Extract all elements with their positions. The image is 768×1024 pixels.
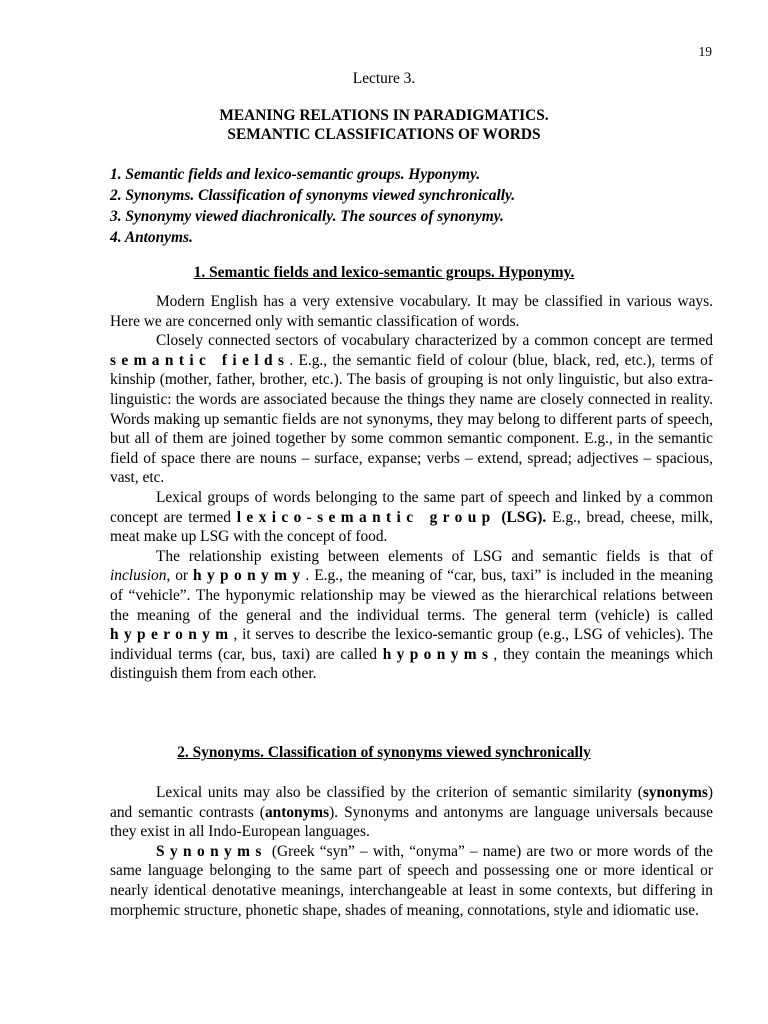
term-hyponymy: hyponymy [193, 567, 306, 585]
section-1-heading: 1. Semantic fields and lexico-semantic groups. Hyponymy. [193, 264, 575, 281]
term-lexico-semantic-group: lexico-semantic group [236, 508, 496, 526]
outline-item: 1. Semantic fields and lexico-semantic groups. Hyponymy. [110, 166, 481, 183]
paragraph: Lexical units may also be classified by the criterion of semantic similarity (synonyms) and semantic contrasts (antonyms). Synonyms and antonyms are language universals because they exist in all Indo-European languages. [110, 784, 714, 841]
section-2-body [110, 783, 713, 920]
section-1-body [110, 292, 713, 684]
paragraph: Synonyms (Greek “syn” – with, “onyma” – name) are two or more words of the same language belonging to the same part of speech and possessing one or more identical or nearly identical denotative meanings, interchangeable at least in some contexts, but differing in morphemic structure, phonetic shape, shades of meaning, connotations, style and idiomatic use. [110, 842, 713, 919]
paragraph: Modern English has a very extensive vocabulary. It may be classified in various ways. Here we are concerned only with semantic classification of words. [110, 293, 713, 330]
outline-item: 4. Antonyms. [110, 229, 193, 246]
page-title [0, 106, 768, 144]
title-line-1: MEANING RELATIONS IN PARADIGMATICS. [219, 107, 549, 124]
term-synonyms: synonyms [642, 784, 708, 801]
lecture-outline [110, 164, 710, 248]
term-antonyms: antonyms [264, 803, 330, 821]
term-inclusion: inclusion [110, 567, 167, 585]
page-number: 19 [698, 44, 712, 59]
outline-item: 2. Synonyms. Classification of synonyms viewed synchronically. [110, 187, 516, 204]
paragraph: The relationship existing between elements of LSG and semantic fields is that of inclusion, or hyponymy. E.g., the meaning of “car, bus, taxi” is included in the meaning of “vehicle”. The hyponymic relationship may be viewed as the hierarchical relations between the meaning of the general and the individual terms. The general term (vehicle) is called hyperonym, it serves to describe the lexico-semantic group (e.g., LSG of vehicles). The individual terms (car, bus, taxi) are called hyponyms, they contain the meanings which distinguish them from each other. [110, 547, 713, 683]
paragraph: Closely connected sectors of vocabulary characterized by a common concept are termed semantic fields. E.g., the semantic field of colour (blue, black, red, etc.), terms of kinship (mother, father, brother, etc.). The basis of grouping is not only linguistic, but also extra-linguistic: the words are associated because the things they name are closely connected in reality. Words making up semantic fields are not synonyms, they may belong to different parts of speech, but all of them are joined together by some common semantic component. E.g., in the semantic field of space there are nouns – surface, expanse; verbs – extend, spread; adjectives – spacious, vast, etc. [110, 332, 713, 487]
title-line-2: SEMANTIC CLASSIFICATIONS OF WORDS [227, 126, 541, 143]
lecture-label: Lecture 3. [352, 70, 416, 87]
term-hyponyms: hyponyms [382, 645, 494, 663]
section-2-heading: 2. Synonyms. Classification of synonyms viewed synchronically [177, 744, 591, 761]
abbr-lsg: (LSG). [495, 508, 547, 526]
paragraph: Lexical groups of words belonging to the same part of speech and linked by a common concept are termed lexico-semantic group (LSG). E.g., bread, cheese, milk, meat make up LSG with the concept of food. [110, 488, 713, 546]
term-semantic-fields: semantic fields [110, 351, 290, 369]
term-synonyms-spaced: Synonyms [156, 842, 267, 860]
term-hyperonym: hyperonym [110, 626, 234, 644]
outline-item: 3. Synonymy viewed diachronically. The sources of synonymy. [110, 208, 504, 225]
